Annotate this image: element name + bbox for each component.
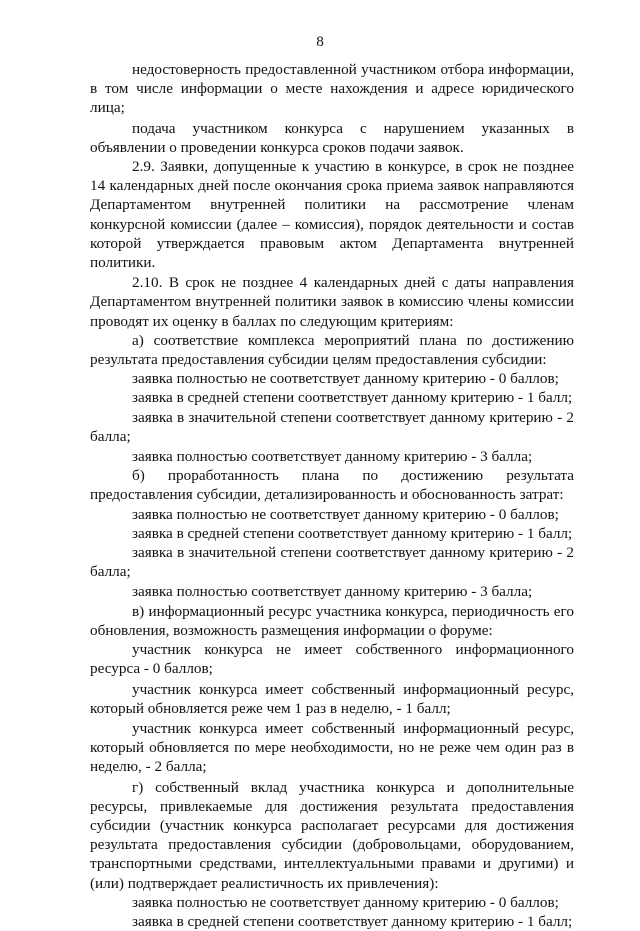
document-body: [90, 60, 574, 931]
paragraph: подача участником конкурса с нарушением указанных в объявлении о проведении конкурса сроков подачи заявок.: [90, 119, 574, 156]
paragraph: заявка полностью не соответствует данному критерию - 0 баллов;: [132, 370, 559, 388]
paragraph: заявка полностью соответствует данному критерию - 3 балла;: [132, 583, 533, 601]
paragraph: заявка в средней степени соответствует данному критерию - 1 балл;: [132, 912, 573, 930]
paragraph: 2.9. Заявки, допущенные к участию в конкурсе, в срок не позднее 14 календарных дней после окончания срока приема заявок направляются Департаментом внутренней политики на рассмотрение членам конкурсной комиссии (далее – комиссия), порядок деятельности и состав которой утверждается правовым актом Департамента внутренней политики.: [90, 158, 574, 272]
paragraph: заявка в средней степени соответствует данному критерию - 1 балл;: [132, 524, 573, 542]
page-number: 8: [316, 33, 324, 50]
paragraph: заявка полностью соответствует данному критерию - 3 балла;: [132, 448, 533, 466]
paragraph: участник конкурса не имеет собственного информационного ресурса - 0 баллов;: [90, 641, 574, 678]
paragraph: заявка в средней степени соответствует данному критерию - 1 балл;: [132, 389, 573, 407]
paragraph: в) информационный ресурс участника конкурса, периодичность его обновления, возможность размещения информации о форуме:: [90, 602, 574, 639]
paragraph: г) собственный вклад участника конкурса и дополнительные ресурсы, привлекаемые для достижения результата предоставления субсидии (участник конкурса располагает ресурсами для достижения результата предоставления субсидии (добровольцами, оборудованием, транспортными средствами, интеллектуальными правами и другими) и (или) подтверждает реалистичность их привлечения):: [90, 778, 574, 892]
paragraph: участник конкурса имеет собственный информационный ресурс, который обновляется реже чем 1 раз в неделю, - 1 балл;: [90, 680, 574, 717]
paragraph: недостоверность предоставленной участником отбора информации, в том числе информации о месте нахождения и адресе юридического лица;: [90, 61, 574, 117]
paragraph: участник конкурса имеет собственный информационный ресурс, который обновляется по мере необходимости, но не реже чем один раз в неделю, - 2 балла;: [90, 719, 574, 776]
paragraph: заявка в значительной степени соответствует данному критерию - 2 балла;: [90, 544, 574, 581]
paragraph: а) соответствие комплекса мероприятий плана по достижению результата предоставления субсидии целям предоставления субсидии:: [90, 331, 574, 369]
paragraph: заявка полностью не соответствует данному критерию - 0 баллов;: [132, 505, 559, 523]
paragraph: 2.10. В срок не позднее 4 календарных дней с даты направления Департаментом внутренней политики заявок в комиссию члены комиссии проводят их оценку в баллах по следующим критериям:: [90, 274, 574, 330]
paragraph: заявка в значительной степени соответствует данному критерию - 2 балла;: [90, 408, 574, 445]
paragraph: б) проработанность плана по достижению результата предоставления субсидии, детализированность и обоснованность затрат:: [90, 467, 574, 504]
paragraph: заявка полностью не соответствует данному критерию - 0 баллов;: [132, 893, 559, 911]
